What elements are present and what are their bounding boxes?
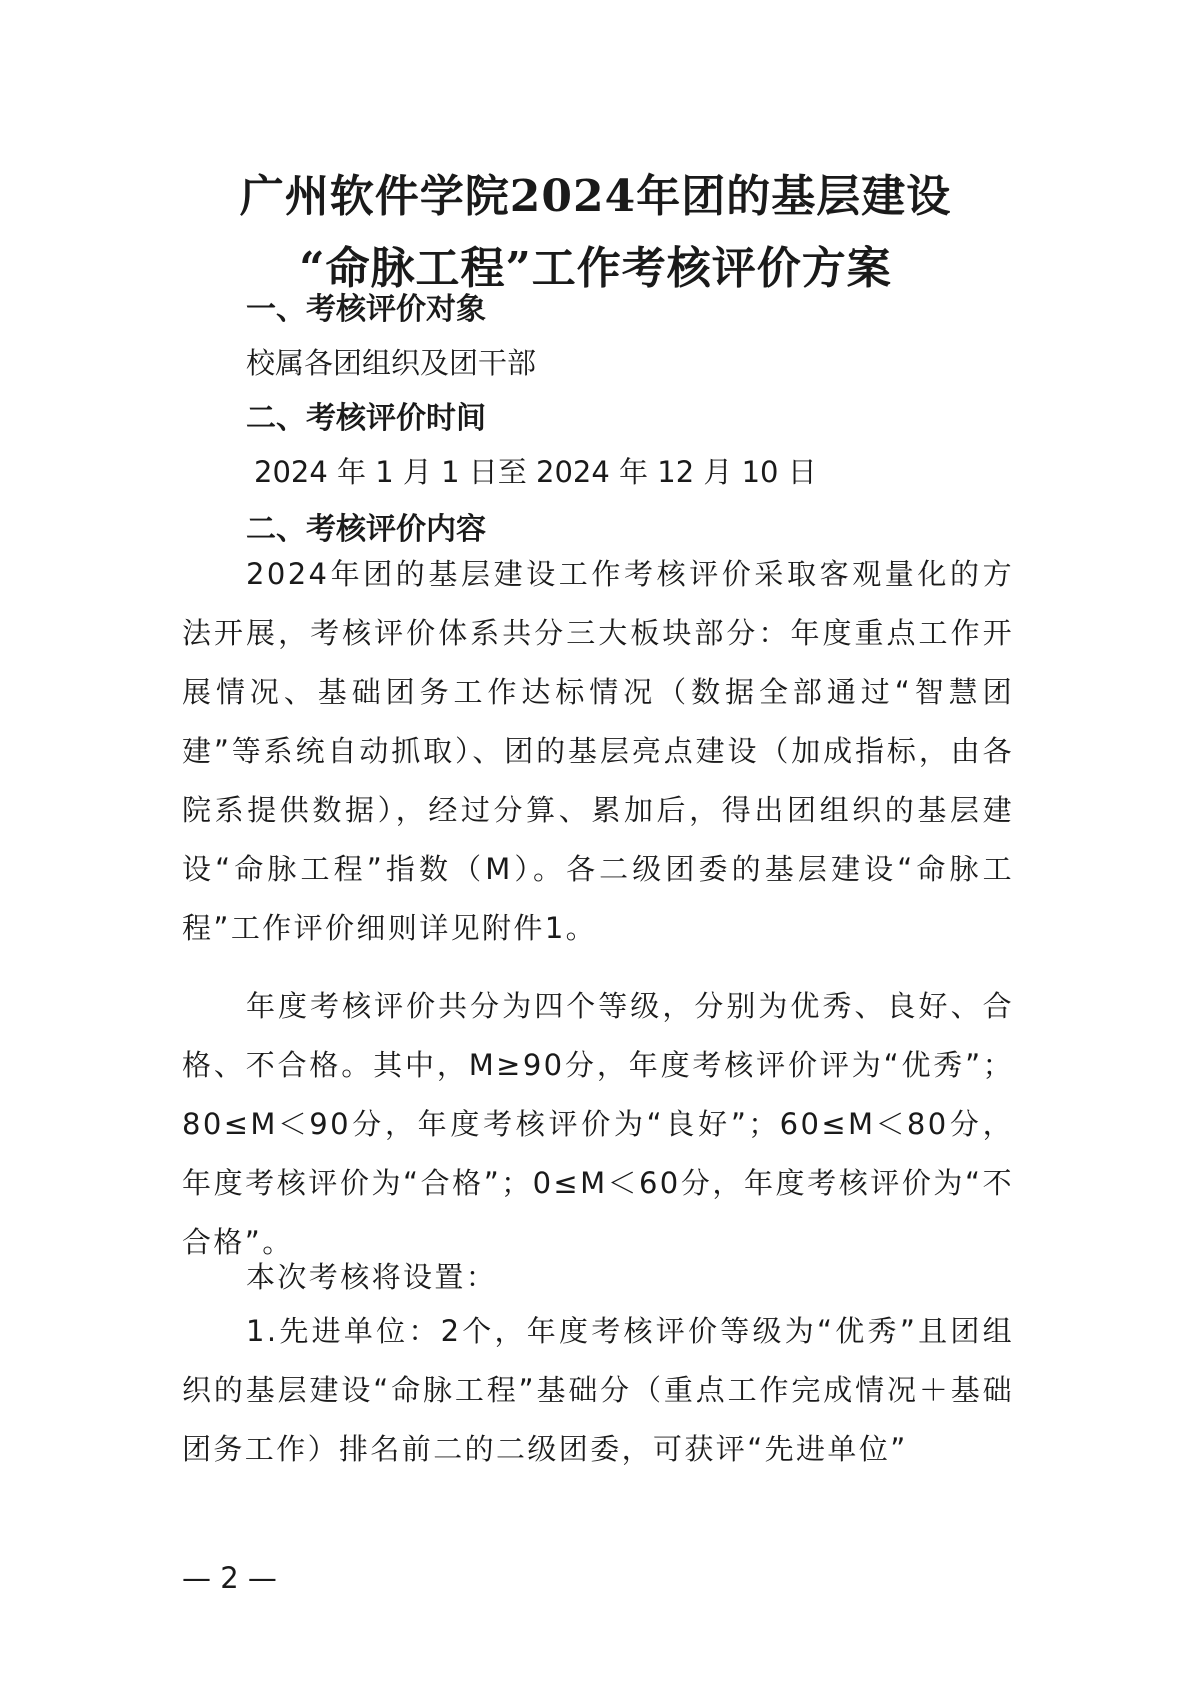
section-heading-assessment-time: 二、考核评价时间 bbox=[246, 401, 486, 436]
section-text-assessment-target: 校属各团组织及团干部 bbox=[246, 346, 537, 380]
page-number: — 2 — bbox=[182, 1561, 277, 1595]
document-title-line-1: 广州软件学院2024年团的基层建设 bbox=[239, 171, 952, 222]
paragraph-advanced-unit: 1.先进单位：2个，年度考核评价等级为“优秀”且团组织的基层建设“命脉工程”基础分（重点工作完成情况＋基础团务工作）排名前二的二级团委，可获评“先进单位” bbox=[182, 1314, 1014, 1466]
paragraph-awards-intro: 本次考核将设置： bbox=[246, 1260, 498, 1294]
section-heading-assessment-target: 一、考核评价对象 bbox=[246, 292, 486, 327]
document-title-line-2: “命脉工程”工作考核评价方案 bbox=[299, 243, 892, 294]
paragraph-assessment-method: 2024年团的基层建设工作考核评价采取客观量化的方法开展，考核评价体系共分三大板块部分：年度重点工作开展情况、基础团务工作达标情况（数据全部通过“智慧团建”等系统自动抓取）、团的基层亮点建设（加成指标，由各院系提供数据），经过分算、累加后，得出团组织的基层建设“命脉工程”指数（M）。各二级团委的基层建设“命脉工程”工作评价细则详见附件1。 bbox=[182, 557, 1014, 945]
paragraph-assessment-grades: 年度考核评价共分为四个等级，分别为优秀、良好、合格、不合格。其中，M≥90分，年度考核评价评为“优秀”；80≤M＜90分，年度考核评价为“良好”；60≤M＜80分，年度考核评价为“合格”；0≤M＜60分，年度考核评价为“不合格”。 bbox=[182, 989, 1014, 1259]
section-heading-assessment-content: 二、考核评价内容 bbox=[246, 512, 486, 547]
section-text-assessment-time: 2024 年 1 月 1 日至 2024 年 12 月 10 日 bbox=[254, 455, 817, 489]
